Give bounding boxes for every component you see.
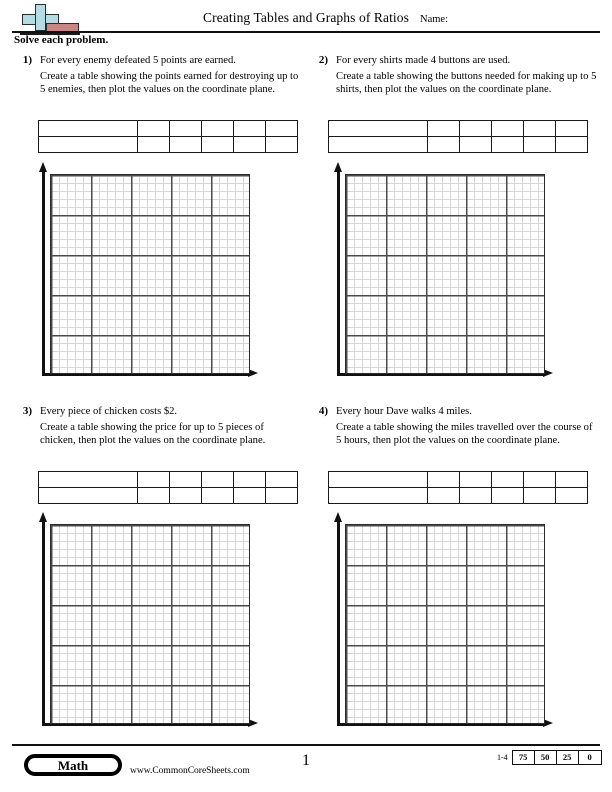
problem-task: Create a table showing the miles travelled over the course of 5 hours, then plot the values on the coordinate plane.: [336, 422, 593, 447]
table-cell-label[interactable]: [39, 488, 138, 504]
table-cell[interactable]: [524, 472, 556, 488]
table-cell-label[interactable]: [329, 472, 428, 488]
score-box: 25: [557, 751, 579, 764]
table-cell[interactable]: [428, 488, 460, 504]
table-cell[interactable]: [138, 472, 170, 488]
score-box: 50: [535, 751, 557, 764]
table-cell[interactable]: [138, 137, 170, 153]
table-cell[interactable]: [460, 488, 492, 504]
table-row[interactable]: [329, 121, 588, 137]
table-cell[interactable]: [492, 472, 524, 488]
table-row[interactable]: [39, 488, 298, 504]
problem-text: [40, 54, 302, 96]
problem-number: 3): [22, 405, 32, 417]
answer-table-1[interactable]: [38, 120, 298, 153]
table-cell[interactable]: [202, 121, 234, 137]
table-cell[interactable]: [202, 472, 234, 488]
coordinate-plane-3[interactable]: [42, 514, 264, 730]
problem-text: [40, 405, 302, 447]
table-cell[interactable]: [524, 137, 556, 153]
y-axis: [42, 170, 45, 376]
answer-table-2[interactable]: [328, 120, 588, 153]
table-cell[interactable]: [170, 488, 202, 504]
page-number: 1: [302, 752, 310, 769]
subject-badge: Math: [24, 754, 122, 776]
problem-task: Create a table showing the buttons needed for making up to 5 shirts, then plot the values on the coordinate plane.: [336, 71, 597, 96]
table-cell[interactable]: [492, 121, 524, 137]
problem-number: 4): [318, 405, 328, 417]
table-cell[interactable]: [524, 488, 556, 504]
table-cell-label[interactable]: [39, 121, 138, 137]
score-key: [497, 750, 602, 765]
table-cell[interactable]: [460, 472, 492, 488]
score-box: 0: [587, 752, 592, 762]
table-cell[interactable]: [460, 137, 492, 153]
problem-prompt: For every shirts made 4 buttons are used.: [336, 55, 511, 66]
answer-table-3[interactable]: [38, 471, 298, 504]
table-cell[interactable]: [202, 137, 234, 153]
coordinate-plane-1[interactable]: [42, 164, 264, 380]
table-cell[interactable]: [234, 472, 266, 488]
problem-prompt: Every piece of chicken costs $2.: [40, 406, 178, 417]
table-row[interactable]: [329, 137, 588, 153]
table-cell-label[interactable]: [329, 488, 428, 504]
table-cell[interactable]: [492, 137, 524, 153]
footer-divider: [12, 744, 600, 746]
table-cell[interactable]: [492, 488, 524, 504]
table-cell[interactable]: [138, 121, 170, 137]
table-cell[interactable]: [266, 137, 298, 153]
table-cell-label[interactable]: [39, 472, 138, 488]
table-row[interactable]: [39, 121, 298, 137]
coordinate-plane-2[interactable]: [337, 164, 559, 380]
table-cell[interactable]: [428, 137, 460, 153]
table-row[interactable]: [329, 488, 588, 504]
grid-area[interactable]: [50, 174, 250, 374]
table-cell[interactable]: [524, 121, 556, 137]
problem-task: Create a table showing the points earned for destroying up to 5 enemies, then plot the values on the coordinate plane.: [40, 71, 299, 96]
table-row[interactable]: [329, 472, 588, 488]
table-cell[interactable]: [556, 488, 588, 504]
coordinate-plane-4[interactable]: [337, 514, 559, 730]
problem-text: [336, 54, 598, 96]
table-cell[interactable]: [556, 121, 588, 137]
problem-text: [336, 405, 598, 447]
page-title: Creating Tables and Graphs of Ratios: [203, 10, 409, 25]
score-range-label: 1-4: [497, 753, 508, 762]
table-cell[interactable]: [170, 137, 202, 153]
problem-prompt: Every hour Dave walks 4 miles.: [336, 406, 472, 417]
score-boxes: [512, 750, 602, 765]
table-cell[interactable]: [556, 137, 588, 153]
site-url[interactable]: www.CommonCoreSheets.com: [130, 766, 250, 776]
table-cell-label[interactable]: [329, 137, 428, 153]
grid-area[interactable]: [345, 524, 545, 724]
table-cell[interactable]: [234, 488, 266, 504]
problem-number: 1): [22, 54, 32, 66]
name-label: Name:: [420, 14, 448, 25]
table-cell-label[interactable]: [329, 121, 428, 137]
table-cell[interactable]: [234, 121, 266, 137]
header-divider: [12, 31, 600, 33]
table-cell[interactable]: [266, 488, 298, 504]
grid-area[interactable]: [50, 524, 250, 724]
table-cell[interactable]: [234, 137, 266, 153]
table-row[interactable]: [39, 137, 298, 153]
problem-task: Create a table showing the price for up to 5 pieces of chicken, then plot the values on the coordinate plane.: [40, 422, 266, 447]
table-cell[interactable]: [202, 488, 234, 504]
table-cell[interactable]: [266, 472, 298, 488]
table-cell[interactable]: [138, 488, 170, 504]
table-cell[interactable]: [428, 472, 460, 488]
y-axis: [337, 170, 340, 376]
answer-table-4[interactable]: [328, 471, 588, 504]
table-row[interactable]: [39, 472, 298, 488]
table-cell-label[interactable]: [39, 137, 138, 153]
table-cell[interactable]: [460, 121, 492, 137]
problem-number: 2): [318, 54, 328, 66]
table-cell[interactable]: [170, 472, 202, 488]
table-cell[interactable]: [428, 121, 460, 137]
table-cell[interactable]: [170, 121, 202, 137]
y-axis: [337, 520, 340, 726]
score-box: 75: [513, 751, 535, 764]
y-axis: [42, 520, 45, 726]
instruction-text: Solve each problem.: [14, 34, 109, 46]
problem-prompt: For every enemy defeated 5 points are earned.: [40, 55, 236, 66]
table-cell[interactable]: [556, 472, 588, 488]
grid-area[interactable]: [345, 174, 545, 374]
table-cell[interactable]: [266, 121, 298, 137]
